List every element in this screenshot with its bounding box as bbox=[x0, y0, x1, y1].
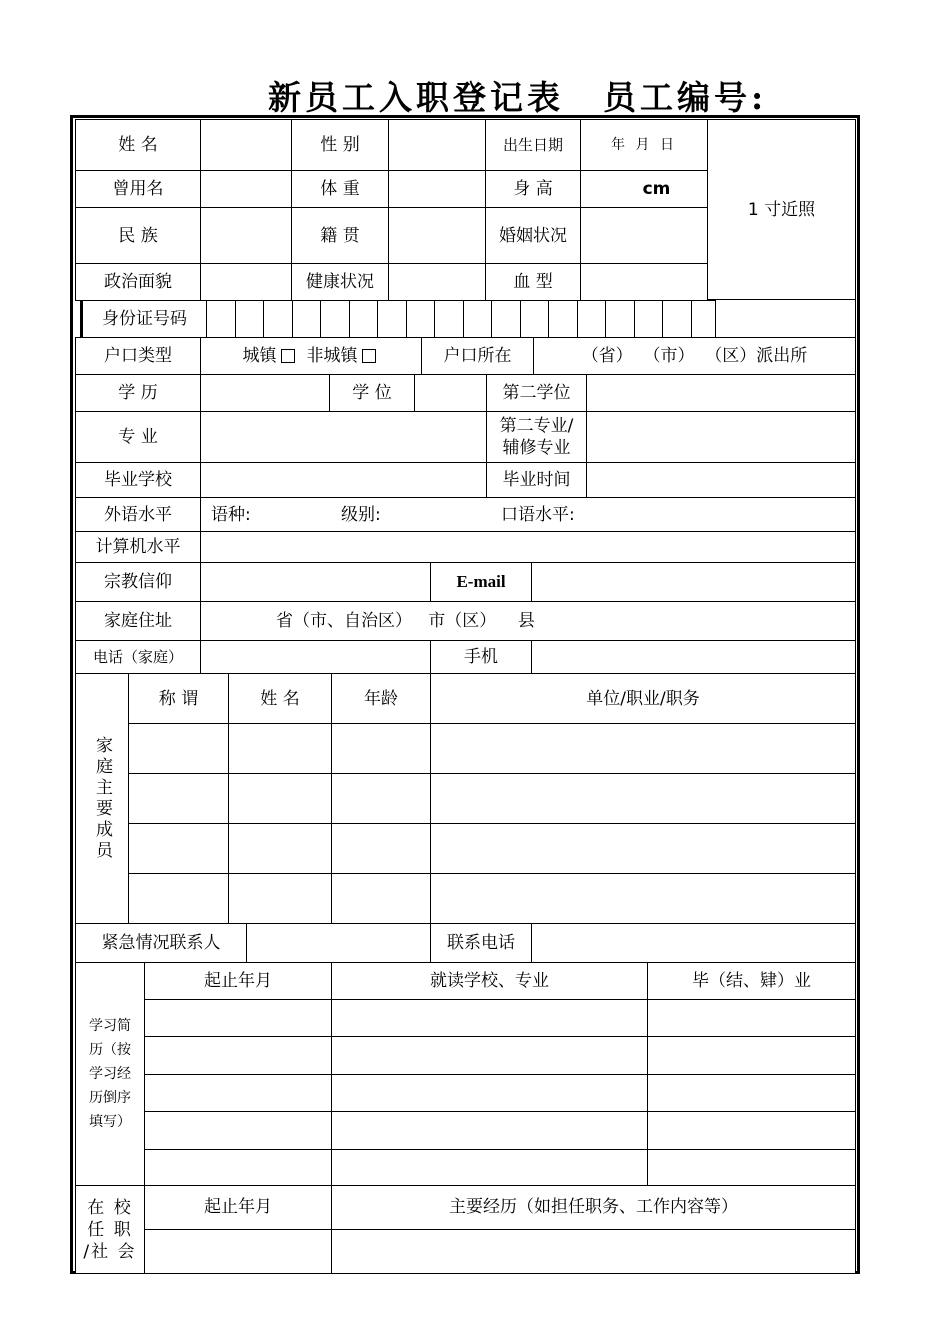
political-status-label: 政治面貌 bbox=[75, 263, 201, 301]
major-label: 专 业 bbox=[75, 411, 201, 463]
study-period-cell[interactable] bbox=[144, 1111, 332, 1149]
id-digit-box[interactable] bbox=[491, 300, 521, 338]
second-major-field[interactable] bbox=[586, 411, 856, 463]
family-members-label: 家庭主要成员 bbox=[75, 673, 129, 924]
study-period-cell[interactable] bbox=[144, 1074, 332, 1112]
study-school-cell[interactable] bbox=[331, 1111, 648, 1149]
family-name-header: 姓 名 bbox=[228, 673, 332, 724]
hukou-type-field[interactable] bbox=[200, 337, 422, 375]
name-label: 姓 名 bbox=[75, 119, 201, 171]
study-period-cell[interactable] bbox=[144, 1149, 332, 1187]
home-phone-field[interactable] bbox=[200, 640, 431, 674]
email-label: E-mail bbox=[430, 562, 532, 602]
study-school-cell[interactable] bbox=[331, 1074, 648, 1112]
height-field[interactable]: cm bbox=[580, 170, 708, 208]
family-age-cell[interactable] bbox=[331, 773, 431, 824]
campus-history-label: 在 校任 职 /社 会 bbox=[75, 1185, 145, 1274]
id-digit-box[interactable] bbox=[206, 300, 236, 338]
language-type-label: 语种: bbox=[211, 504, 251, 525]
religion-field[interactable] bbox=[200, 562, 431, 602]
id-number-label: 身份证号码 bbox=[80, 300, 207, 338]
hukou-location-field[interactable]: （省） （市） （区）派出所 bbox=[533, 337, 856, 375]
hukou-urban-checkbox[interactable] bbox=[281, 349, 295, 363]
family-name-cell[interactable] bbox=[228, 723, 332, 774]
id-digit-box[interactable] bbox=[634, 300, 664, 338]
hukou-urban-label: 城镇 bbox=[242, 346, 277, 366]
emergency-contact-label: 紧急情况联系人 bbox=[75, 923, 247, 963]
weight-field[interactable] bbox=[388, 170, 486, 208]
former-name-label: 曾用名 bbox=[75, 170, 201, 208]
experience-period-header: 起止年月 bbox=[144, 1185, 332, 1230]
study-school-cell[interactable] bbox=[331, 1036, 648, 1074]
second-degree-field[interactable] bbox=[586, 374, 856, 412]
family-age-cell[interactable] bbox=[331, 823, 431, 874]
id-digit-box[interactable] bbox=[662, 300, 692, 338]
photo-bottom bbox=[715, 300, 856, 338]
study-period-cell[interactable] bbox=[144, 1036, 332, 1074]
mobile-label: 手机 bbox=[430, 640, 532, 674]
study-history-label: 学习简历（按学习经历倒序填写） bbox=[75, 962, 145, 1186]
family-relation-cell[interactable] bbox=[128, 723, 229, 774]
id-digit-box[interactable] bbox=[320, 300, 350, 338]
id-digit-box[interactable] bbox=[292, 300, 322, 338]
foreign-language-label: 外语水平 bbox=[75, 497, 201, 532]
study-school-header: 就读学校、专业 bbox=[331, 962, 648, 1000]
study-graduation-cell[interactable] bbox=[647, 1074, 856, 1112]
native-place-label: 籍 贯 bbox=[291, 207, 389, 264]
study-graduation-cell[interactable] bbox=[647, 1149, 856, 1187]
study-period-cell[interactable] bbox=[144, 999, 332, 1037]
id-digit-box[interactable] bbox=[434, 300, 464, 338]
graduation-time-label: 毕业时间 bbox=[486, 462, 587, 498]
hukou-location-label: 户口所在 bbox=[421, 337, 534, 375]
family-name-cell[interactable] bbox=[228, 773, 332, 824]
email-field[interactable] bbox=[531, 562, 856, 602]
graduate-school-label: 毕业学校 bbox=[75, 462, 201, 498]
religion-label: 宗教信仰 bbox=[75, 562, 201, 602]
second-major-label: 第二专业/辅修专业 bbox=[486, 411, 587, 463]
family-relation-cell[interactable] bbox=[128, 873, 229, 924]
experience-period-field[interactable] bbox=[144, 1229, 332, 1274]
emergency-contact-field[interactable] bbox=[246, 923, 431, 963]
family-work-cell[interactable] bbox=[430, 873, 856, 924]
study-period-header: 起止年月 bbox=[144, 962, 332, 1000]
study-school-cell[interactable] bbox=[331, 999, 648, 1037]
form-title: 新员工入职登记表 bbox=[268, 78, 564, 117]
mobile-field[interactable] bbox=[531, 640, 856, 674]
weight-label: 体 重 bbox=[291, 170, 389, 208]
home-address-field[interactable]: 省（市、自治区） 市（区） 县 bbox=[200, 601, 856, 641]
ethnicity-label: 民 族 bbox=[75, 207, 201, 264]
family-work-header: 单位/职业/职务 bbox=[430, 673, 856, 724]
language-level-label: 级别: bbox=[341, 504, 381, 525]
degree-field[interactable] bbox=[414, 374, 487, 412]
hukou-nonurban-checkbox[interactable] bbox=[362, 349, 376, 363]
hukou-type-label: 户口类型 bbox=[75, 337, 201, 375]
family-relation-header: 称 谓 bbox=[128, 673, 229, 724]
study-graduation-header: 毕（结、肄）业 bbox=[647, 962, 856, 1000]
photo-box[interactable]: 1 寸近照 bbox=[707, 119, 856, 300]
computer-level-field[interactable] bbox=[200, 531, 856, 563]
hukou-nonurban-label: 非城镇 bbox=[306, 346, 358, 366]
employee-number-label: 员工编号: bbox=[603, 78, 768, 117]
home-address-label: 家庭住址 bbox=[75, 601, 201, 641]
study-school-cell[interactable] bbox=[331, 1149, 648, 1187]
family-age-cell[interactable] bbox=[331, 723, 431, 774]
former-name-field[interactable] bbox=[200, 170, 292, 208]
blood-type-label: 血 型 bbox=[485, 263, 581, 301]
family-name-cell[interactable] bbox=[228, 823, 332, 874]
id-digit-box[interactable] bbox=[235, 300, 265, 338]
id-digit-box[interactable] bbox=[520, 300, 550, 338]
study-graduation-cell[interactable] bbox=[647, 1111, 856, 1149]
family-relation-cell[interactable] bbox=[128, 773, 229, 824]
political-status-field[interactable] bbox=[200, 263, 292, 301]
height-label: 身 高 bbox=[485, 170, 581, 208]
native-place-field[interactable] bbox=[388, 207, 486, 264]
family-age-cell[interactable] bbox=[331, 873, 431, 924]
experience-main-field[interactable] bbox=[331, 1229, 856, 1274]
study-graduation-cell[interactable] bbox=[647, 1036, 856, 1074]
family-relation-cell[interactable] bbox=[128, 823, 229, 874]
birth-date-label: 出生日期 bbox=[485, 119, 581, 171]
health-status-field[interactable] bbox=[388, 263, 486, 301]
marital-status-field[interactable] bbox=[580, 207, 708, 264]
birth-date-field[interactable]: 年 月 日 bbox=[580, 119, 708, 171]
gender-label: 性 别 bbox=[291, 119, 389, 171]
second-degree-label: 第二学位 bbox=[486, 374, 587, 412]
name-field[interactable] bbox=[200, 119, 292, 171]
family-age-header: 年龄 bbox=[331, 673, 431, 724]
family-work-cell[interactable] bbox=[430, 773, 856, 824]
id-digit-box[interactable] bbox=[605, 300, 635, 338]
gender-field[interactable] bbox=[388, 119, 486, 171]
degree-label: 学 位 bbox=[329, 374, 415, 412]
form-header bbox=[0, 70, 950, 116]
study-graduation-cell[interactable] bbox=[647, 999, 856, 1037]
ethnicity-field[interactable] bbox=[200, 207, 292, 264]
family-name-cell[interactable] bbox=[228, 873, 332, 924]
foreign-language-field[interactable] bbox=[200, 497, 856, 532]
family-work-cell[interactable] bbox=[430, 823, 856, 874]
id-digit-box[interactable] bbox=[548, 300, 578, 338]
blood-type-field[interactable] bbox=[580, 263, 708, 301]
id-digit-box[interactable] bbox=[377, 300, 407, 338]
home-phone-label: 电话（家庭） bbox=[75, 640, 201, 674]
marital-status-label: 婚姻状况 bbox=[485, 207, 581, 264]
education-field[interactable] bbox=[200, 374, 330, 412]
id-digit-box[interactable] bbox=[349, 300, 379, 338]
id-digit-box[interactable] bbox=[263, 300, 293, 338]
computer-level-label: 计算机水平 bbox=[75, 531, 201, 563]
contact-phone-label: 联系电话 bbox=[430, 923, 532, 963]
major-field[interactable] bbox=[200, 411, 487, 463]
oral-level-label: 口语水平: bbox=[501, 504, 575, 525]
graduation-time-field[interactable] bbox=[586, 462, 856, 498]
experience-main-header: 主要经历（如担任职务、工作内容等） bbox=[331, 1185, 856, 1230]
education-label: 学 历 bbox=[75, 374, 201, 412]
id-digit-box[interactable] bbox=[463, 300, 493, 338]
contact-phone-field[interactable] bbox=[531, 923, 856, 963]
graduate-school-field[interactable] bbox=[200, 462, 487, 498]
health-status-label: 健康状况 bbox=[291, 263, 389, 301]
id-digit-box[interactable] bbox=[577, 300, 607, 338]
id-digit-box[interactable] bbox=[406, 300, 436, 338]
family-work-cell[interactable] bbox=[430, 723, 856, 774]
